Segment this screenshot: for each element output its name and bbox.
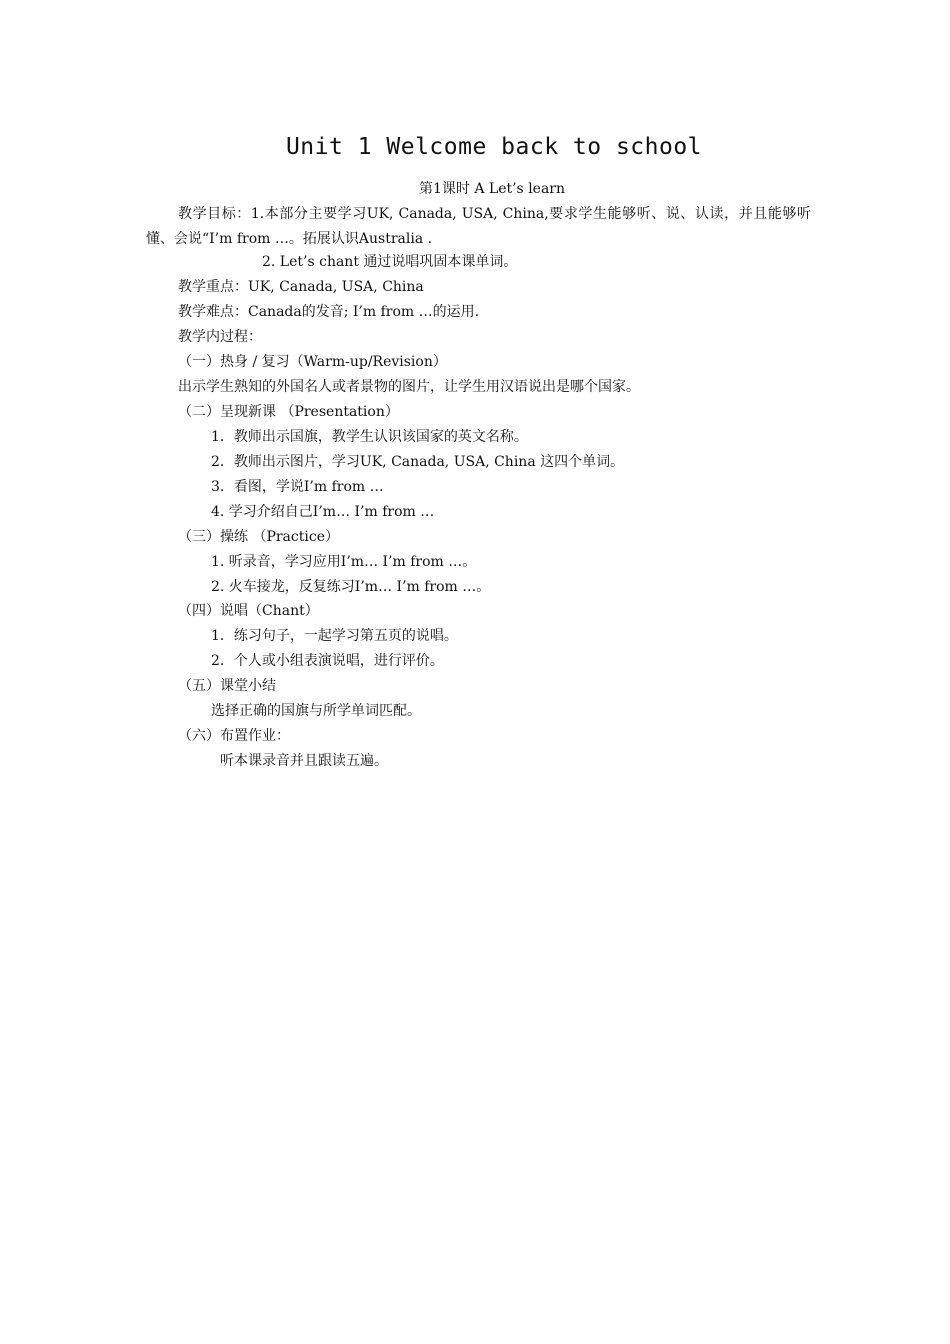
list-item: 听本课录音并且跟读五遍。 <box>220 753 388 769</box>
list-item: 1．练习句子，一起学习第五页的说唱。 <box>211 628 458 644</box>
difficulties: 教学难点：Canada的发音; I’m from …的运用. <box>178 304 480 320</box>
list-item: 选择正确的国旗与所学单词匹配。 <box>211 703 421 719</box>
section-heading-homework: （六）布置作业： <box>178 728 290 744</box>
section-heading-practice: （三）操练 （Practice） <box>178 529 339 545</box>
list-item: 4. 学习介绍自己I’m… I’m from … <box>211 504 435 520</box>
section-heading-chant: （四）说唱（Chant） <box>178 603 319 619</box>
section-heading-warmup: （一）热身 / 复习（Warm-up/Revision） <box>178 354 447 370</box>
lesson-subtitle: 第1课时 A Let’s learn <box>418 181 566 197</box>
list-item: 2. 火车接龙，反复练习I’m… I’m from …。 <box>211 579 491 595</box>
list-item: 2．个人或小组表演说唱，进行评价。 <box>211 653 444 669</box>
list-item: 2．教师出示图片，学习UK, Canada, USA, China 这四个单词。 <box>211 454 625 470</box>
list-item: 1．教师出示国旗，教学生认识该国家的英文名称。 <box>211 429 528 445</box>
list-item: 3．看图，学说I’m from … <box>211 479 384 495</box>
list-item: 出示学生熟知的外国名人或者景物的图片，让学生用汉语说出是哪个国家。 <box>178 379 640 395</box>
teaching-objective-2: 2. Let’s chant 通过说唱巩固本课单词。 <box>262 254 518 270</box>
teaching-objectives: 教学目标：1.本部分主要学习UK, Canada, USA, China,要求学生能够听、说、认读，并且能够听懂、会说“I’m from …。拓展认识Australia . <box>146 206 811 247</box>
process-heading: 教学内过程： <box>178 329 262 345</box>
document-title: Unit 1 Welcome back to school <box>285 134 703 160</box>
section-heading-summary: （五）课堂小结 <box>178 678 276 694</box>
section-heading-presentation: （二）呈现新课 （Presentation） <box>178 404 399 420</box>
list-item: 1. 听录音，学习应用I’m… I’m from …。 <box>211 554 477 570</box>
key-points: 教学重点：UK, Canada, USA, China <box>178 279 424 295</box>
